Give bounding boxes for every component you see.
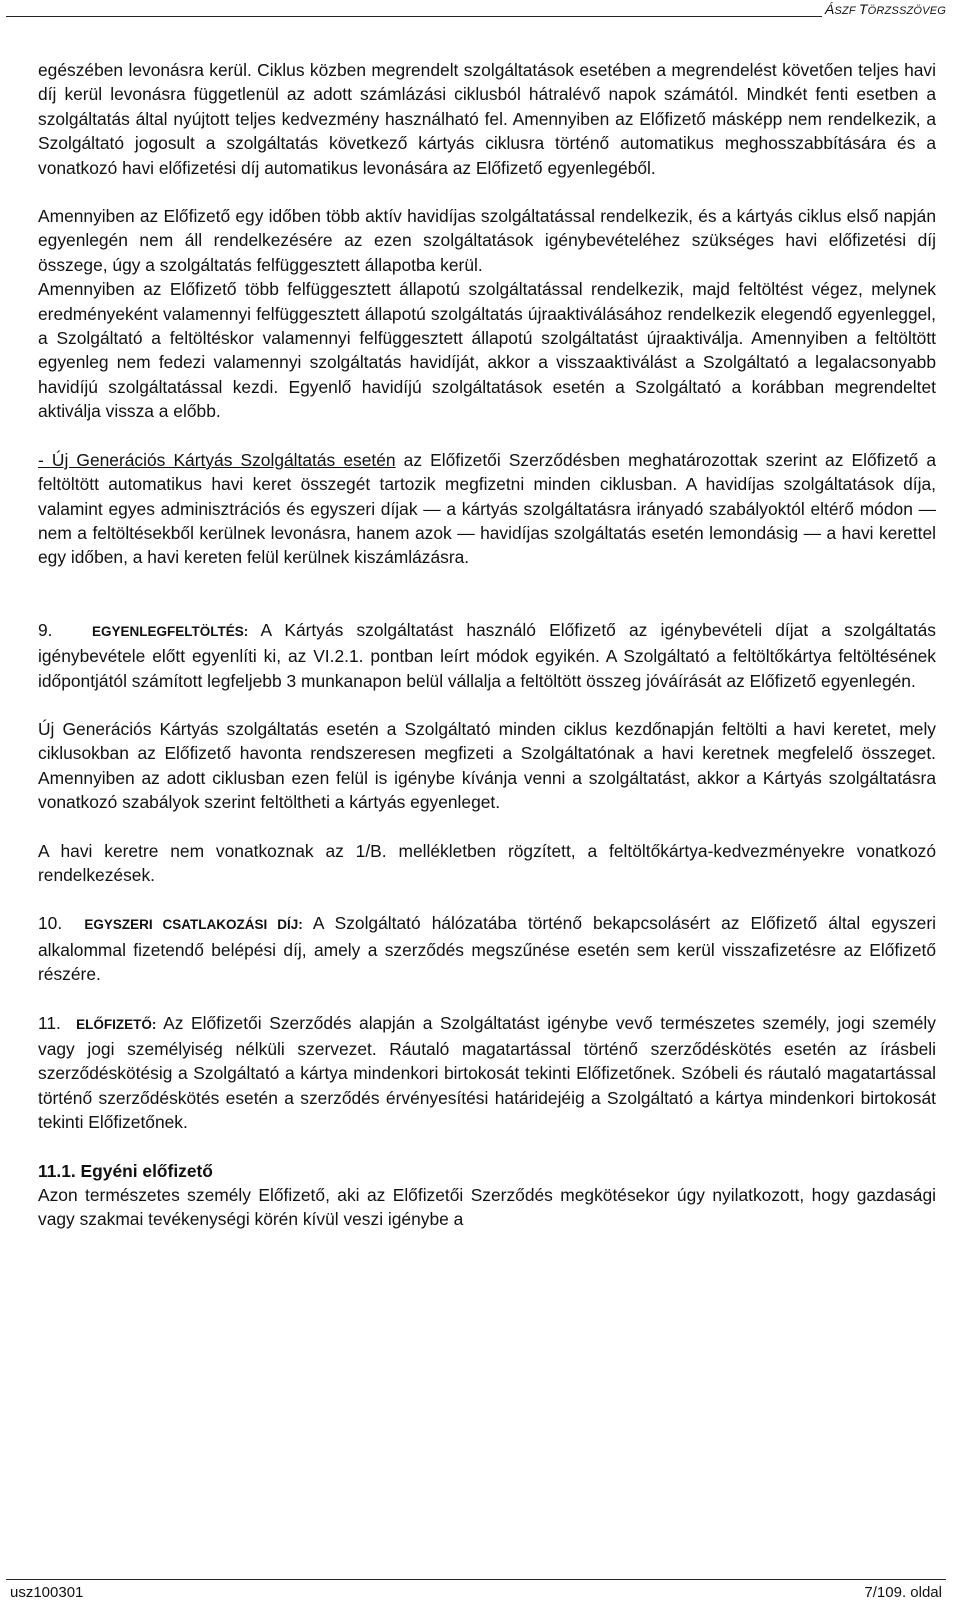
underlined-lead: - Új Generációs Kártyás Szolgáltatás esetén xyxy=(38,449,396,470)
paragraph-text: Új Generációs Kártyás szolgáltatás esetén a Szolgáltató minden ciklus kezdőnapján feltölti a havi keretet, mely ciklusokban az Előfizető havonta rendszeresen megfizeti a Szolgáltatónak a havi keretnek megfelelő összeget. Amennyiben az adott ciklusban ezen felül is igénybe kívánja venni a szolgáltatást, akkor a Kártyás szolgáltatásra vonatkozó szabályok szerint feltöltheti a kártyás egyenleget. xyxy=(38,718,936,813)
header-rule xyxy=(6,16,946,17)
paragraph xyxy=(38,618,936,693)
section-heading: ELŐFIZETŐ: xyxy=(76,1016,157,1032)
section-number: 11. xyxy=(38,1012,77,1033)
paragraph-text: A havi keretre nem vonatkoznak az 1/B. mellékletben rögzített, a feltöltőkártya-kedvezményekre vonatkozó rendelkezések. xyxy=(38,840,936,885)
paragraph-gap xyxy=(38,987,936,1011)
paragraph-gap xyxy=(38,815,936,839)
paragraph-gap xyxy=(38,887,936,911)
paragraph xyxy=(38,839,936,888)
paragraph-text: az Előfizetői Szerződésben meghatározottak szerint az Előfizető a feltöltött automatikus havi keret összegét tartozik megfizetni minden ciklusban. A havidíjas szolgáltatások díja, valamint egyes adminisztrációs és egyszeri díjak — a kártyás szolgáltatásra irányadó szabályoktól eltérő módon — nem a feltöltésekből kerülnek levonásra, hanem azok — havidíjas szolgáltatás esetén lemondásig — a havi kerettel egy időben, a havi kereten felül kerülnek kiszámlázásra. xyxy=(38,449,937,568)
footer-rule xyxy=(6,1579,946,1580)
paragraph-text: egészében levonásra kerül. Ciklus közben megrendelt szolgáltatások esetében a megrendelést követően teljes havi díj kerül levonásra függetlenül az adott számlázási ciklusból hátralévő napok számától. Mindkét fenti esetben a szolgáltatás által nyújtott teljes kedvezmény használható fel. Amennyiben az Előfizető másképp nem rendelkezik, a Szolgáltató jogosult a szolgáltatás következő kártyás ciklusra történő automatikus meghosszabbítására és a vonatkozó havi előfizetési díj automatikus levonására az Előfizető egyenlegéből. xyxy=(38,60,936,178)
document-body xyxy=(38,58,936,1232)
paragraph xyxy=(38,911,936,986)
paragraph xyxy=(38,717,936,815)
paragraph xyxy=(38,277,936,423)
paragraph-text: Azon természetes személy Előfizető, aki az Előfizetői Szerződés megkötésekor úgy nyilatkozott, hogy gazdasági vagy szakmai tevékenységi körén kívül veszi igénybe a xyxy=(38,1185,936,1230)
paragraph xyxy=(38,448,936,570)
header-title: ÁSZF TÖRZSSZÖVEG xyxy=(822,1,946,17)
paragraph-gap xyxy=(38,180,936,204)
paragraph-gap xyxy=(38,1135,936,1159)
paragraph-gap xyxy=(38,570,936,594)
subsection-heading: 11.1. Egyéni előfizető xyxy=(38,1160,213,1181)
page-header xyxy=(6,0,946,22)
paragraph-text: Az Előfizetői Szerződés alapján a Szolgáltatást igénybe vevő természetes személy, jogi személy vagy jogi személyiség nélküli szervezet. Ráutaló magatartással történő szerződéskötés esetén az írásbeli szerződéskötésig a Szolgáltató a kártya mindenkori birtokosát tekinti Előfizetőnek. Szóbeli és ráutaló magatartással történő szerződéskötés esetén a szerződés érvényesítési határidejéig a Szolgáltató a kártya mindenkori birtokosát tekinti Előfizetőnek. xyxy=(38,1012,936,1133)
section-number: 10. xyxy=(38,913,85,934)
paragraph-text: A Szolgáltató hálózatába történő bekapcsolásért az Előfizető által egyszeri alkalommal fizetendő belépési díj, amely a szerződés megszűnése esetén sem kerül visszafizetésre az Előfizető részére. xyxy=(38,913,937,985)
paragraph-text: Amennyiben az Előfizető több felfüggesztett állapotú szolgáltatással rendelkezik, majd feltöltést végez, melynek eredményeként valamennyi felfüggesztett állapotú szolgáltatás újraaktiválásához rendelkezik elegendő egyenleggel, a Szolgáltató a feltöltéskor valamennyi felfüggesztett állapotú szolgáltatást újraaktiválja. Amennyiben a feltöltött egyenleg nem fedezi valamennyi szolgáltatás havidíját, akkor a visszaaktiválást a Szolgáltató a legalacsonyabb havidíjú szolgáltatással kezdi. Egyenlő havidíjú szolgáltatások esetén a Szolgáltató a korábban megrendeltet aktiválja vissza a előbb. xyxy=(38,279,936,422)
paragraph-gap xyxy=(38,594,936,618)
section-heading: EGYSZERI CSATLAKOZÁSI DÍJ: xyxy=(84,917,303,933)
paragraph-gap xyxy=(38,424,936,448)
section-heading: EGYENLEGFELTÖLTÉS: xyxy=(92,623,249,639)
paragraph xyxy=(38,204,936,277)
paragraph-text: A Kártyás szolgáltatást használó Előfizető az igénybevételi díjat a szolgáltatás igénybevétele előtt egyenlíti ki, az VI.2.1. pontban leírt módok egyikén. A Szolgáltató a feltöltőkártya feltöltésének időpontjától számított legfeljebb 3 munkanapon belül vállalja a feltöltött összeg jóváírását az Előfizető egyenlegén. xyxy=(38,619,936,691)
page-number: 7/109. oldal xyxy=(864,1584,942,1601)
paragraph-gap xyxy=(38,693,936,717)
paragraph xyxy=(38,1011,936,1135)
paragraph-text: Amennyiben az Előfizető egy időben több aktív havidíjas szolgáltatással rendelkezik, és a kártyás ciklus első napján egyenlegén nem áll rendelkezésére az ezen szolgáltatások igénybevételéhez szükséges havi előfizetési díj összege, úgy a szolgáltatás felfüggesztett állapotba kerül. xyxy=(38,206,936,275)
section-number: 9. xyxy=(38,619,93,640)
paragraph xyxy=(38,1183,936,1232)
paragraph xyxy=(38,58,936,180)
page-footer xyxy=(6,1575,946,1603)
document-code: usz100301 xyxy=(10,1584,84,1601)
